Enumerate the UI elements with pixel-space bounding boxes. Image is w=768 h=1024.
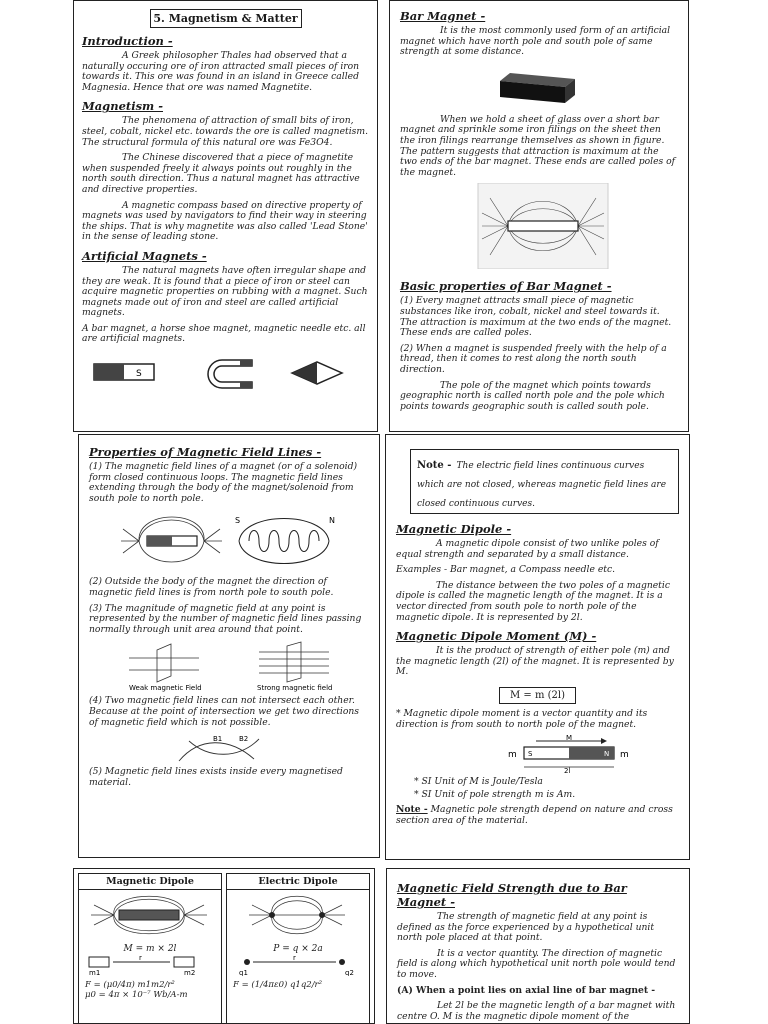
m1-label: m1 (89, 969, 101, 976)
bar-magnet-text-2: When we hold a sheet of glass over a short bar magnet and sprinkle some iron filings on the sheet then the iron filings rearrange themselves as shown in figure. The pattern suggests that attraction is maximum at the two ends of the bar magnet. These ends are called poles of the magnet. (400, 113, 676, 178)
page3-left (73, 868, 375, 1024)
fig-m-left: m (508, 750, 517, 761)
intro-text: A Greek philosopher Thales had observed that a naturally occuring ore of iron attracted small pieces of iron towards it. This ore was found in an island in Greece called Magnesia. Hence that ore was named Magnetite. (82, 50, 360, 93)
charges-drawing (227, 954, 367, 976)
fig-m-right: m (620, 750, 629, 761)
magnetic-poles-drawing (79, 954, 219, 976)
basic-property-1: (1) Every magnet attracts small piece of magnetic substances like iron, cobalt, nickel and steel towards it. The attraction is maximum at the two ends of the magnet. These ends are called poles. (400, 295, 672, 339)
magnetic-force-equation: F = (μ0/4π) m1m2/r² (85, 980, 175, 990)
artificial-text-2: A bar magnet, a horse shoe magnet, magnetic needle etc. all are artificial magnets. (82, 322, 366, 345)
field-lines-heading: Properties of Magnetic Field Lines - (89, 445, 322, 459)
note-box (410, 449, 679, 514)
p-equation: P = q × 2a (273, 944, 323, 954)
dipole-examples: Examples - Bar magnet, a Compass needle etc. (396, 564, 616, 576)
magnetism-text-3: A magnetic compass based on directive property of magnets was used by navigators to find their way in steering the ships. That is why magnetite was also called 'Lead Stone' in the sense of leading stone. (82, 199, 368, 243)
field-lines-item-2: (2) Outside the body of the magnet the direction of magnetic field lines is from north pole to south pole. (89, 576, 334, 598)
page1-right (389, 0, 689, 432)
r-label-magnetic: r (139, 954, 142, 962)
basic-property-3: The pole of the magnet which points towards geographic north is called north pole and the pole which points towards geographic south is called south pole. (400, 379, 665, 412)
dipole-text: A magnetic dipole consist of two unlike poles of equal strength and separated by a small distance. (396, 538, 659, 560)
bar-magnet-3d-figure (400, 63, 680, 111)
note2 (396, 805, 679, 826)
b1-label: B1 (213, 735, 223, 744)
solenoid-n-label: N (329, 516, 335, 526)
bar-magnet-text-1: It is the most commonly used form of an artificial magnet which have north pole and south pole of same strength at some distance. (400, 25, 671, 58)
dipole-heading: Magnetic Dipole - (396, 522, 512, 536)
field-lines-item-1: (1) The magnetic field lines of a magnet (or of a solenoid) form closed continuous loops. The magnetic field lines extending through the body of the magnet/solenoid from south pole to north pole. (89, 461, 358, 504)
basic-properties-heading: Basic properties of Bar Magnet - (400, 279, 612, 294)
chapter-title-box (150, 9, 302, 28)
magnetism-heading: Magnetism - (82, 99, 163, 114)
field-lines-item-3: (3) The magnitude of magnetic field at any point is represented by the number of magnetic field lines passing normally through unit area around that point. (89, 602, 362, 635)
axial-text: Let 2l be the magnetic length of a bar magnet with centre O. M is the magnetic dipole moment of the (397, 1000, 676, 1022)
magnetism-text-1: The phenomena of attraction of small bits of iron, steel, cobalt, nickel etc. towards the ore is called magnetism. The structural formula of this natural ore was Fe3O4. (82, 115, 368, 148)
b2-label: B2 (239, 735, 249, 744)
iron-filings-figure (400, 183, 680, 269)
field-lines-item-4: (4) Two magnetic field lines can not intersect each other. Because at the point of intersection we get two directions of magnetic field which is not possible. (89, 695, 360, 728)
fig-2l: 2l (564, 767, 571, 774)
m-equation: M = m × 2l (123, 944, 177, 954)
bar-magnet-s-label: S (136, 369, 142, 380)
page2-left (78, 434, 380, 858)
field-strength-heading: Magnetic Field Strength due to Bar Magnet - (397, 881, 627, 909)
artificial-text-1: The natural magnets have often irregular shape and they are weak. It is found that a piece of iron or steel can acquire magnetic properties on rubbing with a magnet. Such magnets made out of iron and steel are called artificial magnets. (82, 264, 368, 319)
field-lines-figure (89, 509, 371, 573)
note2-text: Magnetic pole strength depend on nature and cross section area of the material. (396, 804, 673, 826)
electric-dipole-box (226, 873, 370, 1024)
field-strength-figure (89, 640, 371, 692)
note-label: Note - (417, 460, 452, 471)
fig-s: S (528, 750, 533, 759)
artificial-magnets-figure (82, 350, 362, 396)
magnetic-length-text: The distance between the two poles of a magnetic dipole is called the magnetic length of the magnet. It is a vector directed from south pole to north pole of the magnetic dipole. It is represented by 2l. (396, 579, 670, 623)
mu-equation: μ0 = 4π × 10⁻⁷ Wb/A-m (85, 990, 188, 1000)
solenoid-s-label: S (235, 516, 241, 526)
m2-label: m2 (184, 969, 196, 976)
moment-heading: Magnetic Dipole Moment (M) - (396, 629, 597, 644)
magnetism-text-2: The Chinese discovered that a piece of magnetite when suspended freely it always points out roughly in the north south direction. Thus a natural magnet has attractive and directive properties. (82, 152, 360, 195)
page1-left (73, 0, 378, 432)
magnetic-needle-drawing (292, 362, 342, 384)
electric-dipole-drawing (227, 890, 367, 940)
note-text: The electric field lines continuous curves which are not closed, whereas magnetic field lines are closed continuous curves. (417, 461, 667, 509)
axial-heading: (A) When a point lies on axial line of bar magnet - (397, 984, 656, 996)
magnetic-dipole-drawing (79, 890, 219, 940)
q2-label: q2 (345, 969, 354, 976)
basic-property-2: (2) When a magnet is suspended freely with the help of a thread, then it comes to rest along the north south direction. (400, 342, 667, 375)
unit-pole: * SI Unit of pole strength m is Am. (414, 788, 576, 800)
electric-force-equation: F = (1/4πε0) q1q2/r² (233, 980, 323, 990)
magnetic-dipole-label: Magnetic Dipole (79, 874, 221, 890)
field-strength-text-2: It is a vector quantity. The direction of magnetic field is along which hypothetical unit north pole would tend to move. (397, 947, 676, 980)
moment-vector-text: * Magnetic dipole moment is a vector quantity and its direction is from south to north pole of the magnet. (396, 707, 648, 730)
artificial-heading: Artificial Magnets - (82, 248, 207, 263)
magnetic-dipole-box (78, 873, 222, 1024)
weak-field-label: Weak magnetic Field (129, 684, 202, 693)
chapter-title: 5. Magnetism & Matter (153, 12, 298, 25)
bar-magnet-drawing (94, 364, 154, 380)
page3-right (386, 868, 690, 1024)
intro-heading: Introduction - (82, 34, 173, 48)
q1-label: q1 (239, 969, 248, 976)
page2-right (385, 434, 690, 860)
electric-dipole-label: Electric Dipole (227, 874, 369, 890)
field-strength-text-1: The strength of magnetic field at any point is defined as the force experienced by a hypothetical unit north pole placed at that point. (397, 911, 655, 944)
horseshoe-magnet-drawing (208, 360, 252, 388)
fig-n: N (604, 750, 610, 759)
field-lines-item-5: (5) Magnetic field lines exists inside every magnetised material. (89, 766, 343, 788)
unit-moment: * SI Unit of M is Joule/Tesla (414, 776, 543, 788)
moment-text: It is the product of strength of either pole (m) and the magnetic length (2l) of the magnet. It is represented by M. (396, 645, 674, 678)
fig-M: M (566, 735, 573, 743)
bar-magnet-heading: Bar Magnet - (400, 9, 486, 23)
note2-label: Note - (396, 804, 428, 816)
dipole-moment-figure (396, 735, 681, 773)
r-label-electric: r (293, 954, 296, 962)
strong-field-label: Strong magnetic field (257, 684, 333, 693)
intersecting-lines-figure (89, 733, 371, 763)
moment-equation: M = m (2l) (499, 687, 576, 704)
